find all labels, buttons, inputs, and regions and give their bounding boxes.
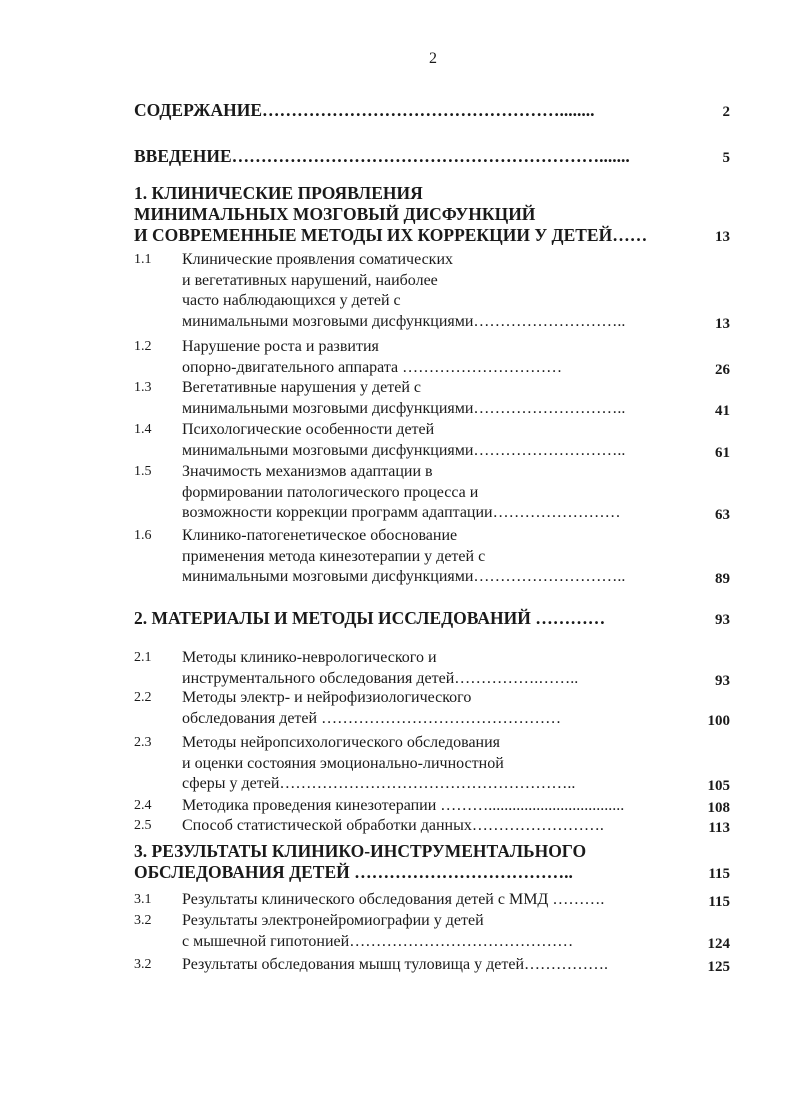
toc-entry-number: 2.4 [134,798,152,813]
toc-entry-line: Методика проведения кинезотерапии ……….................................. [182,797,625,814]
toc-entry-number: 1.4 [134,422,152,437]
toc-entry-line: ВВЕДЕНИЕ………………………………………………………....... [134,146,630,166]
toc-entry-title [182,378,682,419]
toc-entry-number: 2.5 [134,818,152,833]
toc-entry-line: Результаты электронейромиографии у детей [182,912,484,929]
toc-entry-page: 93 [715,672,730,689]
toc-entry-line: Психологические особенности детей [182,421,435,438]
toc-entry-page: 113 [708,820,730,836]
toc-entry-title [134,100,682,121]
toc-entry-title [182,337,682,378]
toc-entry-title [134,146,682,167]
toc-entry-number: 2.3 [134,735,152,750]
toc-entry-title [182,648,682,689]
toc-entry-line: Результаты обследования мышц туловища у детей……………. [182,956,608,973]
toc-entry-title [182,733,682,795]
toc-entry-line: МИНИМАЛЬНЫХ МОЗГОВЫЙ ДИСФУНКЦИЙ [134,204,536,224]
toc-entry-line: минимальными мозговыми дисфункциями……………………….. [182,568,626,585]
toc-entry-page: 115 [708,866,730,882]
toc-entry-line: ОБСЛЕДОВАНИЯ ДЕТЕЙ ……………………………….. [134,862,573,882]
toc-entry-title [182,526,682,588]
toc-entry-number: 3.2 [134,913,152,928]
toc-entry-page: 124 [707,935,730,952]
toc-entry-number: 3.2 [134,957,152,972]
toc-entry-title [182,890,682,911]
toc-entry-line: минимальными мозговыми дисфункциями……………………….. [182,441,626,459]
toc-entry-title [182,796,682,817]
toc-entry-line: формировании патологического процесса и [182,483,479,501]
toc-entry-number: 1.2 [134,339,152,354]
toc-entry-line: минимальными мозговыми дисфункциями……………………….. [182,399,626,417]
toc-entry-line: Значимость механизмов адаптации в [182,463,433,480]
toc-entry-page: 2 [722,104,730,120]
toc-entry-page: 93 [715,612,730,628]
toc-entry-line: 3. РЕЗУЛЬТАТЫ КЛИНИКО-ИНСТРУМЕНТАЛЬНОГО [134,841,587,861]
toc-entry-line: с мышечной гипотонией…………………………………… [182,932,574,950]
toc-entry-title [134,841,682,883]
toc-entry-title [182,911,682,952]
toc-entry-line: Методы электр- и нейрофизиологического [182,689,472,706]
toc-entry-line: 1. КЛИНИЧЕСКИЕ ПРОЯВЛЕНИЯ [134,183,423,203]
toc-entry-line: возможности коррекции программ адаптации…………………… [182,504,621,521]
toc-entry-number: 2.2 [134,690,152,705]
toc-entry-line: Способ статистической обработки данных……………………. [182,817,604,834]
toc-entry-line: Методы клинико-неврологического и [182,649,437,666]
toc-entry-title [134,183,682,246]
toc-entry-page: 41 [715,402,730,419]
toc-entry-line: 2. МАТЕРИАЛЫ И МЕТОДЫ ИССЛЕДОВАНИЙ ………… [134,608,606,628]
toc-entry-title [182,250,682,332]
toc-entry-line: минимальными мозговыми дисфункциями……………………….. [182,312,626,330]
toc-entry-line: часто наблюдающихся у детей с [182,292,401,309]
toc-entry-line: и вегетативных нарушений, наиболее [182,271,438,289]
toc-entry-title [182,688,682,729]
toc-entry-line: Методы нейропсихологического обследования [182,734,501,751]
toc-entry-line: применения метода кинезотерапии у детей с [182,547,486,565]
toc-entry-line: Нарушение роста и развития [182,338,379,355]
toc-entry-line: Клинико-патогенетическое обоснование [182,527,458,544]
toc-entry-line: Результаты клинического обследования детей с ММД ………. [182,891,605,908]
toc-entry-page: 115 [708,894,730,910]
toc-entry-page: 26 [715,361,730,378]
toc-entry-page: 13 [715,229,730,245]
toc-entry-line: СОДЕРЖАНИЕ……………………………………………........ [134,100,595,120]
toc-entry-page: 100 [707,712,730,729]
toc-entry-title [182,816,682,837]
toc-entry-line: обследования детей ……………………………………… [182,709,562,727]
toc-entry-number: 1.5 [134,464,152,479]
toc-entry-line: инструментального обследования детей…………….…….. [182,669,579,687]
toc-entry-line: опорно-двигательного аппарата ………………………… [182,358,563,376]
toc-entry-number: 3.1 [134,892,152,907]
toc-entry-title [182,420,682,461]
toc-entry-number: 1.3 [134,380,152,395]
toc-entry-page: 125 [707,959,730,975]
toc-entry-page: 89 [715,571,730,587]
page-number: 2 [429,50,437,67]
toc-entry-line: И СОВРЕМЕННЫЕ МЕТОДЫ ИХ КОРРЕКЦИИ У ДЕТЕЙ…… [134,225,648,245]
toc-entry-line: и оценки состояния эмоционально-личностной [182,754,504,772]
toc-entry-line: сферы у детей……………………………………………….. [182,775,576,792]
toc-entry-page: 63 [715,507,730,523]
toc-entry-page: 13 [715,315,730,332]
toc-entry-title [182,462,682,524]
toc-entry-page: 61 [715,444,730,461]
toc-entry-line: Вегетативные нарушения у детей с [182,379,421,396]
toc-entry-number: 1.1 [134,252,152,267]
toc-entry-page: 5 [722,150,730,166]
toc-entry-number: 1.6 [134,528,152,543]
toc-entry-page: 108 [707,800,730,816]
toc-entry-line: Клинические проявления соматических [182,251,453,268]
toc-entry-page: 105 [707,778,730,794]
toc-entry-title [182,955,682,976]
toc-entry-number: 2.1 [134,650,152,665]
toc-entry-title [134,608,682,629]
